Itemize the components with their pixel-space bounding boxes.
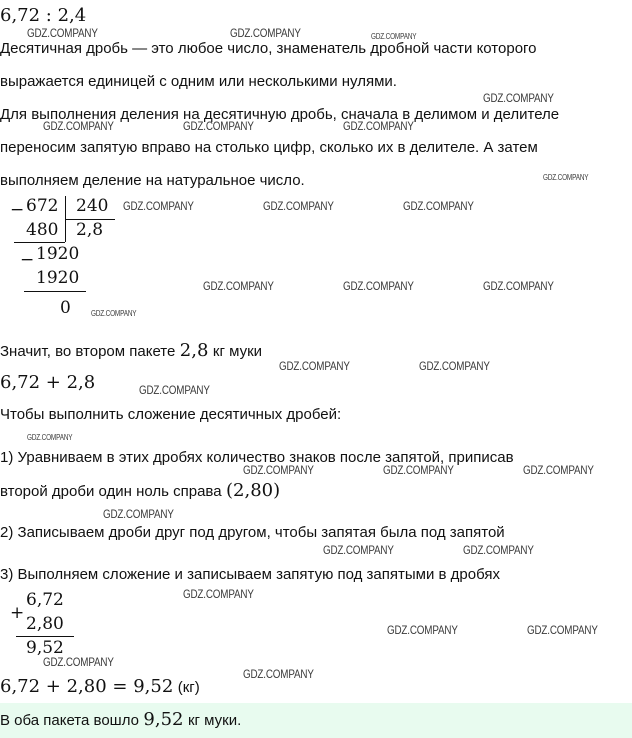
- step-1-math: (2,80): [226, 480, 281, 501]
- watermark: GDZ.COMPANY: [183, 587, 254, 601]
- step-1-line-2: [0, 480, 280, 502]
- task-expression: 6,72 : 2,4: [0, 5, 87, 26]
- watermark: GDZ.COMPANY: [230, 26, 301, 40]
- watermark: GDZ.COMPANY: [203, 279, 274, 293]
- watermark: GDZ.COMPANY: [27, 26, 98, 40]
- answer-value: 9,52: [143, 709, 184, 730]
- watermark: GDZ.COMPANY: [43, 655, 114, 669]
- partial-product: 480: [26, 220, 59, 240]
- division-minus-2: −: [20, 250, 35, 270]
- watermark: GDZ.COMPANY: [523, 463, 594, 477]
- step-1-text: второй дроби один ноль справа: [0, 483, 222, 500]
- rule-line-3: выполняем деление на натуральное число.: [0, 172, 305, 189]
- addition-rule: [16, 636, 74, 637]
- final-equation: [0, 676, 200, 698]
- remainder-1: 1920: [36, 244, 80, 264]
- addend-2: 2,80: [26, 614, 64, 634]
- answer-prefix: В оба пакета вошло: [0, 712, 139, 729]
- watermark: GDZ.COMPANY: [243, 463, 314, 477]
- watermark: GDZ.COMPANY: [483, 279, 554, 293]
- watermark: GDZ.COMPANY: [279, 359, 350, 373]
- addend-1: 6,72: [26, 590, 64, 610]
- watermark: GDZ.COMPANY: [403, 199, 474, 213]
- definition-line-1: Десятичная дробь — это любое число, знаменатель дробной части которого: [0, 40, 537, 57]
- final-equation-math: 6,72 + 2,80 = 9,52: [0, 676, 174, 697]
- watermark: GDZ.COMPANY: [383, 463, 454, 477]
- result-sentence: [0, 340, 262, 362]
- plus-sign: +: [10, 603, 25, 623]
- watermark: GDZ.COMPANY: [463, 543, 534, 557]
- sum-result: 9,52: [26, 638, 64, 658]
- watermark: GDZ.COMPANY: [483, 91, 554, 105]
- watermark: GDZ.COMPANY: [27, 433, 73, 442]
- step-2: 2) Записываем дроби друг под другом, чтобы запятая была под запятой: [0, 524, 505, 541]
- answer-sentence: [0, 709, 241, 731]
- watermark: GDZ.COMPANY: [343, 119, 414, 133]
- rule-line-1: Для выполнения деления на десятичную дробь, сначала в делимом и делителе: [0, 106, 560, 123]
- watermark: GDZ.COMPANY: [123, 199, 194, 213]
- result-prefix: Значит, во втором пакете: [0, 343, 176, 360]
- step-1-line-1: 1) Уравниваем в этих дробях количество знаков после запятой, приписав: [0, 449, 514, 466]
- final-remainder: 0: [60, 298, 71, 318]
- watermark: GDZ.COMPANY: [543, 173, 589, 182]
- quotient: 2,8: [76, 220, 104, 240]
- dividend: 672: [26, 196, 59, 216]
- definition-line-2: выражается единицей с одним или несколькими нулями.: [0, 73, 397, 90]
- result-value: 2,8: [179, 340, 209, 361]
- addition-intro: Чтобы выполнить сложение десятичных дробей:: [0, 406, 342, 423]
- division-rule-1: [14, 242, 65, 243]
- watermark: GDZ.COMPANY: [371, 32, 417, 41]
- rule-line-2: переносим запятую вправо на столько цифр, сколько их в делителе. А затем: [0, 139, 538, 156]
- watermark: GDZ.COMPANY: [343, 279, 414, 293]
- watermark: GDZ.COMPANY: [43, 119, 114, 133]
- watermark: GDZ.COMPANY: [527, 623, 598, 637]
- divisor: 240: [76, 196, 109, 216]
- division-rule-2: [24, 291, 86, 292]
- watermark: GDZ.COMPANY: [419, 359, 490, 373]
- watermark: GDZ.COMPANY: [91, 309, 137, 318]
- watermark: GDZ.COMPANY: [263, 199, 334, 213]
- watermark: GDZ.COMPANY: [139, 383, 210, 397]
- watermark: GDZ.COMPANY: [387, 623, 458, 637]
- watermark: GDZ.COMPANY: [243, 667, 314, 681]
- watermark: GDZ.COMPANY: [323, 543, 394, 557]
- final-equation-unit: (кг): [177, 679, 200, 696]
- step-3: 3) Выполняем сложение и записываем запятую под запятыми в дробях: [0, 566, 500, 583]
- subtrahend-2: 1920: [36, 268, 80, 288]
- watermark: GDZ.COMPANY: [103, 507, 174, 521]
- result-suffix: кг муки: [212, 343, 263, 360]
- division-minus-1: −: [10, 200, 25, 220]
- watermark: GDZ.COMPANY: [183, 119, 254, 133]
- sum-expression: 6,72 + 2,8: [0, 372, 96, 393]
- answer-suffix: кг муки.: [187, 712, 242, 729]
